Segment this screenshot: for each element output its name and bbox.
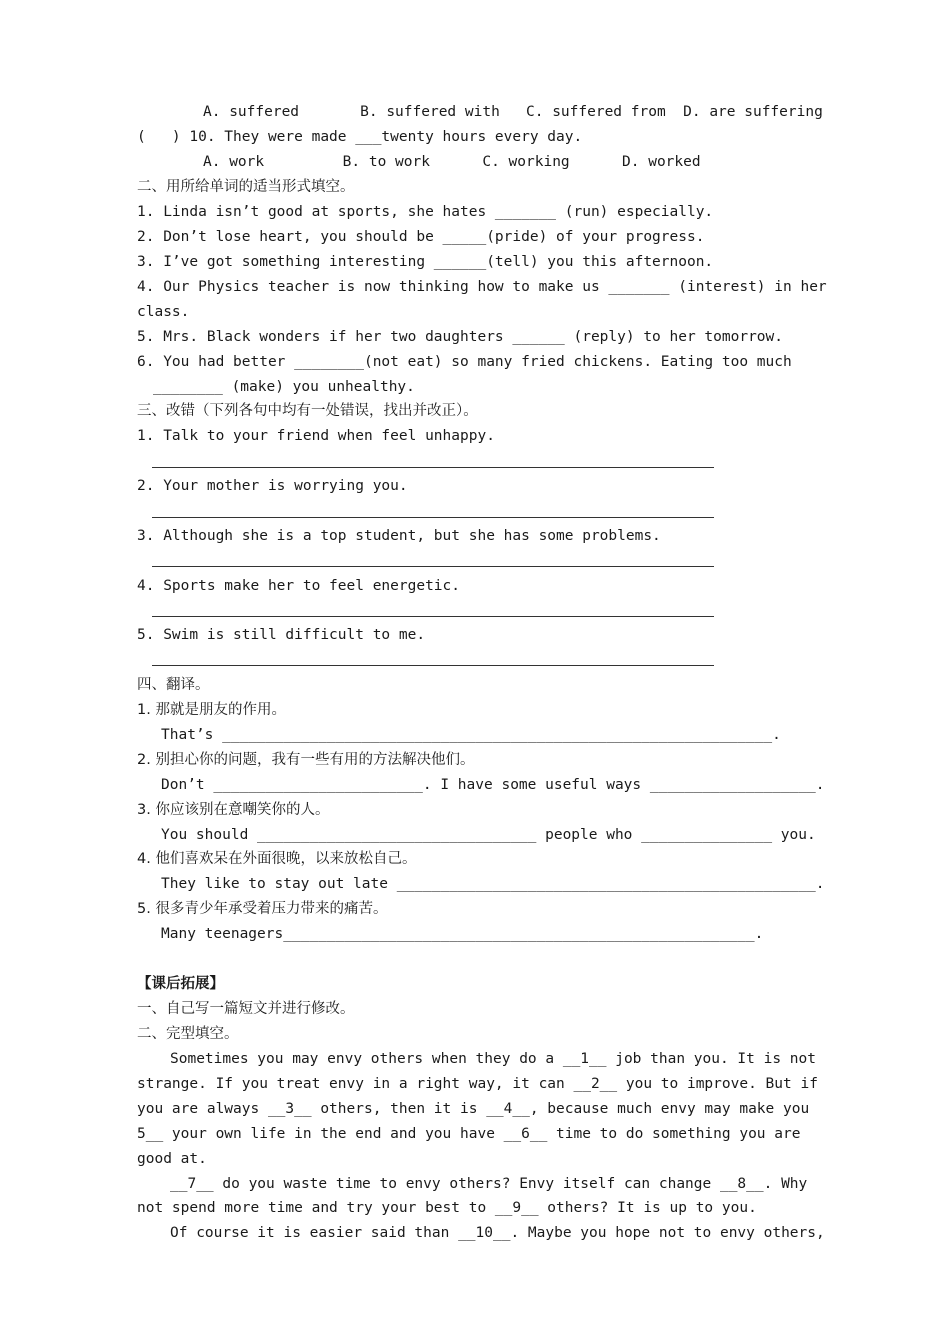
- question-10: ( ) 10. They were made ___twenty hours every day.: [137, 129, 583, 145]
- translation-item-1: 1. 那就是朋友的作用。: [137, 702, 286, 718]
- cloze-line-5: good at.: [137, 1151, 207, 1167]
- cloze-line-1: Sometimes you may envy others when they do a __1__ job than you. It is not: [170, 1051, 817, 1067]
- fill-item-5: 5. Mrs. Black wonders if her two daughters ______ (reply) to her tomorrow.: [137, 329, 784, 345]
- fill-item-4: 4. Our Physics teacher is now thinking how to make us _______ (interest) in her: [137, 279, 827, 295]
- section-heading-translation: 四、翻译。: [137, 677, 210, 693]
- correction-item-3: 3. Although she is a top student, but she has some problems.: [137, 528, 661, 544]
- fill-item-6-cont: ________ (make) you unhealthy.: [153, 379, 415, 395]
- fill-item-1: 1. Linda isn’t good at sports, she hates _______ (run) especially.: [137, 204, 714, 220]
- translation-answer-5: Many teenagers______________________________________________________.: [161, 926, 764, 942]
- answer-line[interactable]: [152, 566, 714, 567]
- correction-item-4: 4. Sports make her to feel energetic.: [137, 578, 461, 594]
- cloze-line-2: strange. If you treat envy in a right way, it can __2__ you to improve. But if: [137, 1076, 818, 1092]
- cloze-line-6: __7__ do you waste time to envy others? Envy itself can change __8__. Why: [170, 1176, 808, 1192]
- answer-line[interactable]: [152, 517, 714, 518]
- correction-item-5: 5. Swim is still difficult to me.: [137, 627, 426, 643]
- answer-line[interactable]: [152, 665, 714, 666]
- translation-answer-2: Don’t ________________________. I have some useful ways ___________________.: [161, 777, 825, 793]
- translation-answer-3: You should ________________________________ people who _______________ you.: [161, 827, 816, 843]
- section-heading-fill-in: 二、用所给单词的适当形式填空。: [137, 179, 355, 195]
- translation-answer-1: That’s _______________________________________________________________.: [161, 727, 781, 743]
- correction-item-2: 2. Your mother is worrying you.: [137, 478, 408, 494]
- fill-item-4-cont: class.: [137, 304, 190, 320]
- translation-answer-4: They like to stay out late ________________________________________________.: [161, 876, 825, 892]
- task-cloze-heading: 二、完型填空。: [137, 1026, 239, 1042]
- choice-options-10: A. work B. to work C. working D. worked: [203, 154, 701, 170]
- choice-options-9: A. suffered B. suffered with C. suffered from D. are suffering: [203, 104, 823, 120]
- fill-item-3: 3. I’ve got something interesting ______(tell) you this afternoon.: [137, 254, 714, 270]
- section-heading-correction: 三、改错（下列各句中均有一处错误，找出并改正）。: [137, 403, 478, 419]
- fill-item-2: 2. Don’t lose heart, you should be _____(pride) of your progress.: [137, 229, 705, 245]
- fill-item-6: 6. You had better ________(not eat) so many fried chickens. Eating too much: [137, 354, 792, 370]
- translation-item-4: 4. 他们喜欢呆在外面很晚，以来放松自己。: [137, 851, 417, 867]
- answer-line[interactable]: [152, 467, 714, 468]
- cloze-line-4: 5__ your own life in the end and you have __6__ time to do something you are: [137, 1126, 801, 1142]
- translation-item-3: 3. 你应该别在意嘲笑你的人。: [137, 802, 330, 818]
- answer-line[interactable]: [152, 616, 714, 617]
- translation-item-2: 2. 别担心你的问题，我有一些有用的方法解决他们。: [137, 752, 475, 768]
- cloze-line-3: you are always __3__ others, then it is __4__, because much envy may make you: [137, 1101, 810, 1117]
- section-title-after-class: 【课后拓展】: [137, 976, 224, 992]
- correction-item-1: 1. Talk to your friend when feel unhappy.: [137, 428, 495, 444]
- cloze-line-7: not spend more time and try your best to __9__ others? It is up to you.: [137, 1200, 757, 1216]
- translation-item-5: 5. 很多青少年承受着压力带来的痛苦。: [137, 901, 388, 917]
- task-write-essay: 一、自己写一篇短文并进行修改。: [137, 1001, 355, 1017]
- cloze-line-8: Of course it is easier said than __10__. Maybe you hope not to envy others,: [170, 1225, 825, 1241]
